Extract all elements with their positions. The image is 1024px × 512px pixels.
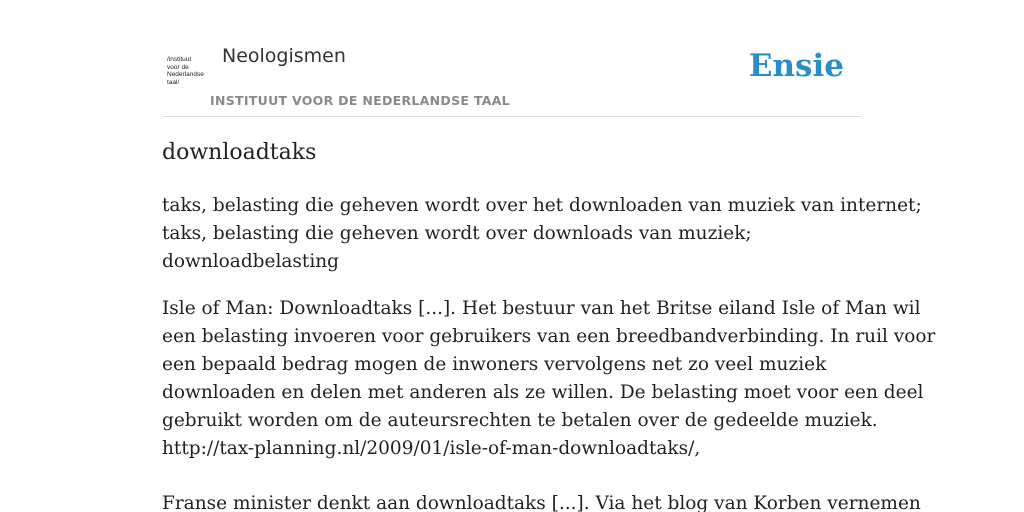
site-title[interactable]: Neologismen — [222, 45, 346, 67]
quote-franse-minister — [162, 490, 921, 512]
header — [162, 0, 862, 117]
quote-line: een bepaald bedrag mogen de inwoners vervolgens net zo veel muziek — [162, 354, 827, 375]
ensie-brand-link[interactable]: Ensie — [748, 48, 844, 84]
definition-line: taks, belasting die geheven wordt over downloads van muziek; — [162, 223, 752, 244]
inl-logo[interactable] — [166, 55, 210, 91]
page — [162, 0, 936, 512]
logo-line: Nederlandse — [167, 71, 204, 78]
logo-line: /instituut — [167, 56, 192, 63]
quote-source-url: http://tax-planning.nl/2009/01/isle-of-man-downloadtaks/, — [162, 438, 701, 459]
definition — [162, 192, 922, 276]
logo-line: voor de — [167, 63, 189, 71]
quote-line: Franse minister denkt aan downloadtaks [...]. Via het blog van Korben vernemen — [162, 493, 921, 512]
definition-line: taks, belasting die geheven wordt over het downloaden van muziek van internet; — [162, 195, 922, 216]
logo-text — [167, 56, 210, 86]
quote-line: gebruikt worden om de auteursrechten te betalen over de gedeelde muziek. — [162, 410, 878, 431]
quote-line: Isle of Man: Downloadtaks [...]. Het bestuur van het Britse eiland Isle of Man wil — [162, 298, 921, 319]
quote-isle-of-man — [162, 295, 936, 463]
logo-line: taal/ — [167, 78, 180, 86]
definition-line: downloadbelasting — [162, 251, 339, 272]
site-subtitle: INSTITUUT VOOR DE NEDERLANDSE TAAL — [210, 93, 510, 108]
headword: downloadtaks — [162, 140, 317, 165]
quote-line: een belasting invoeren voor gebruikers van een breedbandverbinding. In ruil voor — [162, 326, 936, 347]
quote-line: downloaden en delen met anderen als ze willen. De belasting moet voor een deel — [162, 382, 924, 403]
